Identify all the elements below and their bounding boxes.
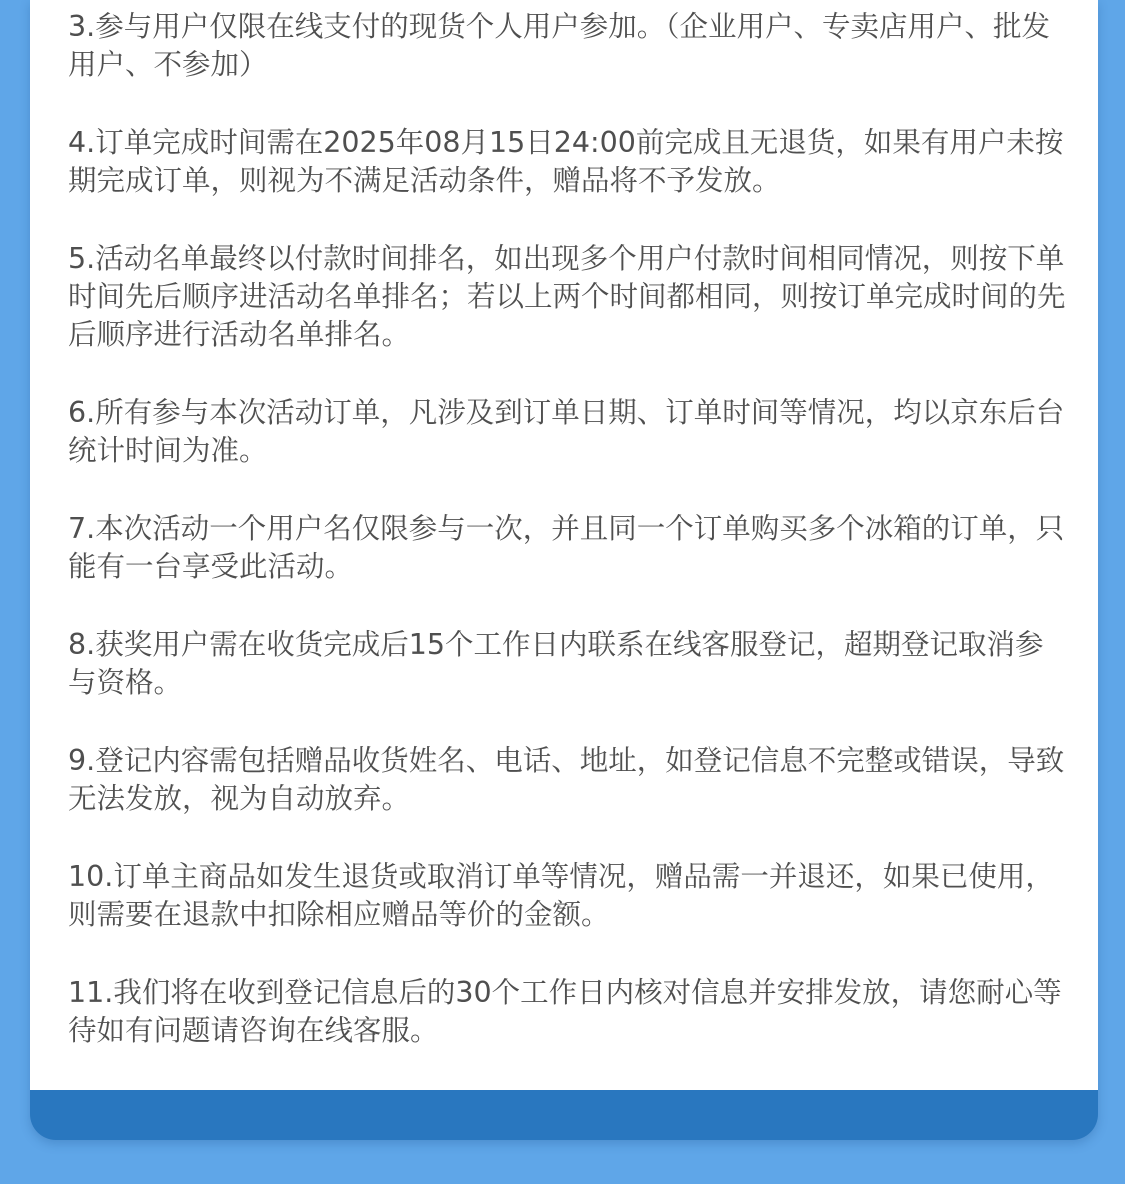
rule-item-11: 11.我们将在收到登记信息后的30个工作日内核对信息并安排发放，请您耐心等待如有问题请咨询在线客服。 [68, 976, 1062, 1047]
rule-item-5: 5.活动名单最终以付款时间排名，如出现多个用户付款时间相同情况，则按下单时间先后顺序进活动名单排名；若以上两个时间都相同，则按订单完成时间的先后顺序进行活动名单排名。 [68, 242, 1066, 351]
rule-item-4: 4.订单完成时间需在2025年08月15日24:00前完成且无退货，如果有用户未按期完成订单，则视为不满足活动条件，赠品将不予发放。 [68, 126, 1064, 197]
rules-card [30, 0, 1098, 1140]
rule-item-7: 7.本次活动一个用户名仅限参与一次，并且同一个订单购买多个冰箱的订单，只能有一台享受此活动。 [68, 512, 1065, 583]
rule-item-3: 3.参与用户仅限在线支付的现货个人用户参加。（企业用户、专卖店用户、批发用户、不参加） [68, 10, 1050, 81]
rule-item-10: 10.订单主商品如发生退货或取消订单等情况，赠品需一并退还，如果已使用，则需要在退款中扣除相应赠品等价的金额。 [68, 860, 1054, 931]
rule-item-6: 6.所有参与本次活动订单，凡涉及到订单日期、订单时间等情况，均以京东后台统计时间为准。 [68, 396, 1065, 467]
rules-card-body [30, 0, 1098, 1090]
rule-item-9: 9.登记内容需包括赠品收货姓名、电话、地址，如登记信息不完整或错误，导致无法发放，视为自动放弃。 [68, 744, 1065, 815]
rule-item-8: 8.获奖用户需在收货完成后15个工作日内联系在线客服登记，超期登记取消参与资格。 [68, 628, 1044, 699]
rules-list [68, 8, 1068, 1090]
